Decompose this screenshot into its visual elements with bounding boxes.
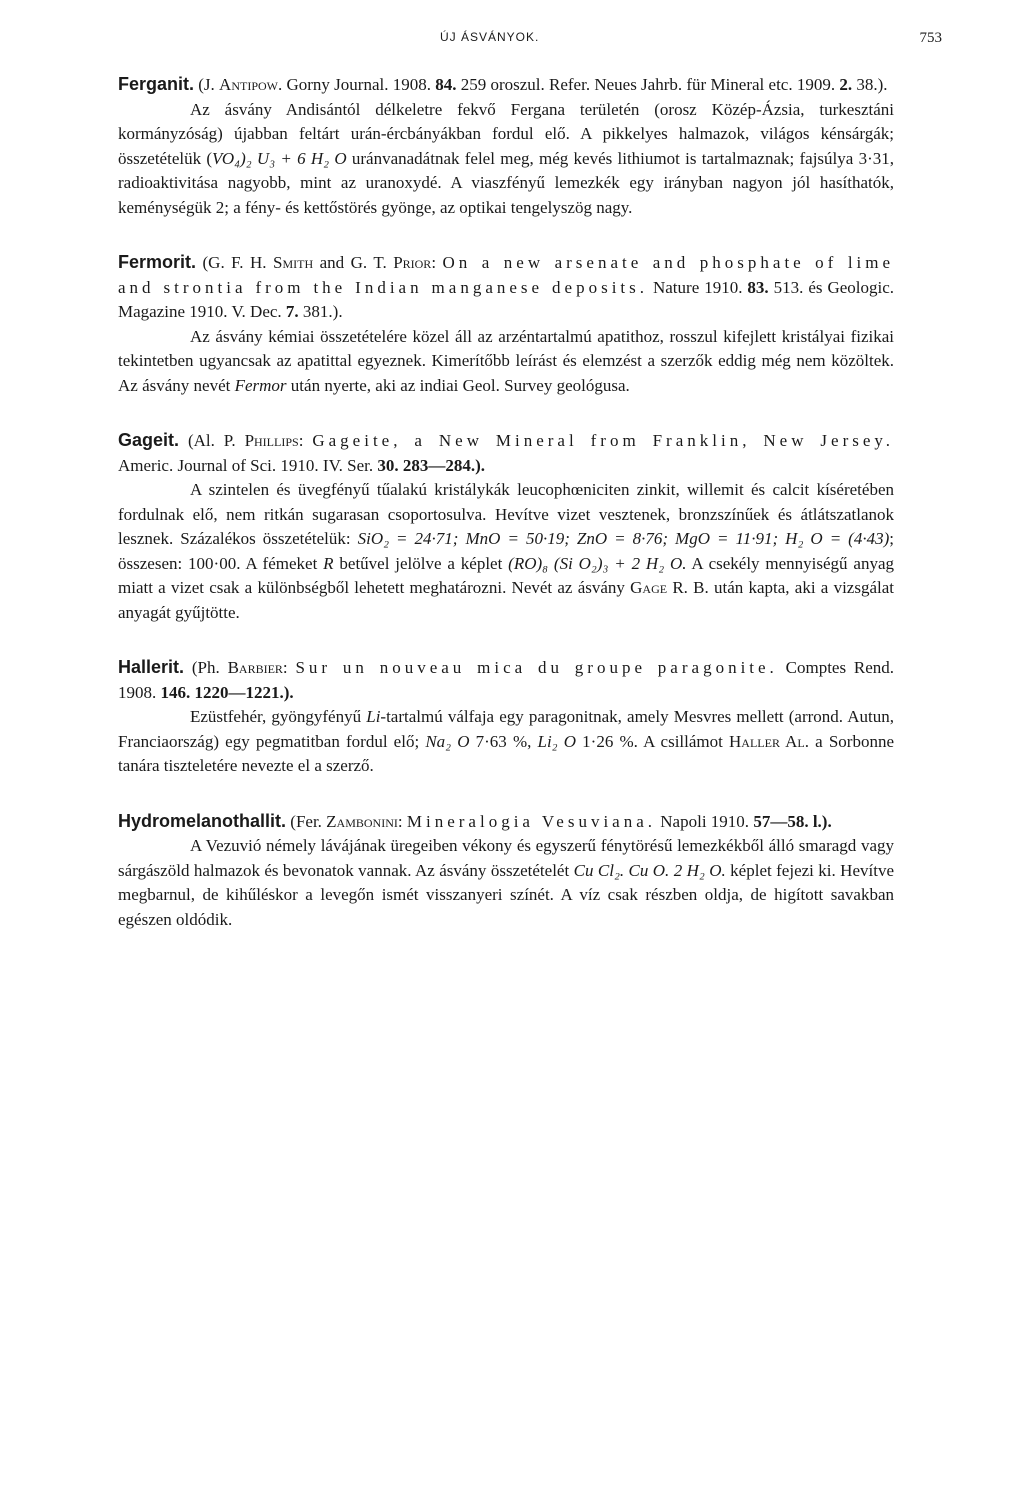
article-title: Sur un nouveau mica du groupe paragonite. xyxy=(295,658,778,677)
page-range: 1220—1221.). xyxy=(194,682,294,702)
mineral-name: Gageit. xyxy=(118,430,180,450)
ref-text: : xyxy=(431,253,437,272)
mineral-name: Hydromelanothallit. xyxy=(118,810,287,831)
entry-heading xyxy=(118,72,894,98)
ref-text: (Al. P. xyxy=(187,431,236,450)
running-title: ÚJ ÁSVÁNYOK. xyxy=(440,30,540,44)
desc-text: -tartalmú válfaja egy paragonitnak, amely Mesvres mellett (arrond. Autun, Franciaország) egy pegmatitban fordul elő; xyxy=(118,707,894,751)
ref-text: Americ. Journal of Sci. 1910. IV. Ser. xyxy=(118,455,374,475)
entry-description xyxy=(118,98,894,221)
italic-name: Fermor xyxy=(234,375,287,395)
ref-text: : xyxy=(282,658,288,677)
ref-text: Napoli 1910. xyxy=(660,811,750,831)
desc-text: Ezüstfehér, gyöngyfényű xyxy=(190,707,367,726)
entry-hallerit xyxy=(118,655,894,779)
desc-text: után nyerte, aki az indiai Geol. Survey geológusa. xyxy=(286,375,630,395)
article-title: Mineralogia Vesuviana. xyxy=(406,811,657,831)
volume-number: 84. xyxy=(435,75,457,94)
chemical-formula: SiO₂ = 24·71; MnO = 50·19; ZnO = 8·76; MgO = 11·91; H₂ O = (4·43) xyxy=(357,529,890,548)
volume-number: 83. xyxy=(747,277,769,297)
chemical-formula: Na₂ O xyxy=(425,731,470,751)
desc-text: R. B. után kapta, aki a vizsgálat anyagát gyűjtötte. xyxy=(118,578,895,622)
mineral-name: Fermorit. xyxy=(118,252,197,272)
entry-description xyxy=(118,834,894,932)
ref-text: Comptes Rend. 1908. xyxy=(118,658,895,702)
mineral-name: Ferganit. xyxy=(118,74,195,94)
ref-text: : xyxy=(298,431,304,450)
desc-text: a Sorbonne tanára tiszteletére nevezte el a szerző. xyxy=(118,731,895,775)
desc-text: A szintelen és üvegfényű tűalakú kristálykák leucophœniciten zinkit, willemit és calcit kíséretében fordulnak elő, nem ritkán sugarasan csoportosulva. Hevítve vizet vesztenek, bronzszínűek és átlátszatlanok lesznek. Százalékos összetételük: xyxy=(118,480,894,548)
author-name: Antipow. xyxy=(219,75,283,94)
entry-description xyxy=(118,478,894,625)
chemical-formula: (RO)₈ (Si O₂)₃ + 2 H₂ O. xyxy=(508,553,687,573)
volume-number: 146. xyxy=(160,682,191,702)
entry-gageit xyxy=(118,428,894,625)
desc-text: ; összesen: 100·00. A fémeket xyxy=(118,529,894,573)
ref-text: Nature 1910. xyxy=(652,277,743,297)
author-name: Barbier xyxy=(227,658,283,677)
volume-number: 2. xyxy=(839,75,853,94)
mineral-name: Hallerit. xyxy=(118,657,185,677)
desc-text: Az ásvány Andisántól délkeletre fekvő Fergana területén (orosz Közép-Ázsia, turkesztáni kormányzóság) újabban feltárt urán-ércbányákban fordul elő. A pikkelyes halmazok, világos kénsárgák; összetételük ( xyxy=(118,99,894,168)
entry-hydromelanothallit xyxy=(118,809,894,933)
ref-text: 38.). xyxy=(856,75,888,94)
ref-text: 513. és Geologic. Magazine 1910. V. Dec. xyxy=(118,277,895,321)
page-range: 283—284.). xyxy=(402,455,486,475)
chemical-symbol: R xyxy=(323,553,334,573)
ref-text: (G. F. H. xyxy=(202,253,267,272)
chemical-symbol: Li xyxy=(366,707,381,726)
entry-heading xyxy=(118,250,894,325)
desc-text: uránvanadátnak felel meg, még kevés lithiumot is tartalmaznak; fajsúlya 3·31, radioaktivitása nagyobb, mint az uranoxydé. A viaszfényű lemezkék egy irányban nagyon jól hasíthatók, keménységük 2; a fény- és kettőstörés gyönge, az optikai tengelyszög nagy. xyxy=(118,148,894,217)
article-title: Gageite, a New Mineral from Franklin, New Jersey. xyxy=(312,431,895,450)
author-name: Zambonini xyxy=(326,811,398,831)
page-range: 57—58. xyxy=(753,811,809,831)
author-name: Prior xyxy=(393,253,432,272)
article-title: On a new arsenate and phosphate of lime and strontia from the Indian manganese deposits. xyxy=(118,253,895,297)
desc-text: A csekély mennyiségű anyag miatt a vizet csak a különbségből lehetett meghatározni. Nevét az ásvány xyxy=(118,553,894,597)
desc-text: Az ásvány kémiai összetételére közel áll az arzéntartalmú apatithoz, rosszul kifejlett kristályai fizikai tekintetben ugyancsak az apatittal egyeznek. Kimerítőbb leírást és elemzést a szerzők eddig még nem közöltek. Az ásvány nevét xyxy=(118,326,894,395)
ref-text: : xyxy=(397,811,403,831)
chemical-formula: Li₂ O xyxy=(537,731,577,751)
entry-heading xyxy=(118,428,894,478)
person-name: Haller Al. xyxy=(729,731,810,751)
ref-text: (Ph. xyxy=(191,658,220,677)
entry-heading xyxy=(118,809,894,835)
ref-text: 259 oroszul. Refer. Neues Jahrb. für Mineral etc. 1909. xyxy=(460,75,836,94)
ref-text: Gorny Journal. 1908. xyxy=(286,75,431,94)
entry-heading xyxy=(118,655,894,705)
person-name: Gage xyxy=(630,578,668,597)
volume-number: 7. xyxy=(285,302,299,321)
desc-text: 1·26 %. A csillámot xyxy=(576,731,730,751)
entry-description xyxy=(118,325,894,399)
entry-ferganit xyxy=(118,72,894,220)
chemical-formula: VO₄)₂ U₃ + 6 H₂ O xyxy=(212,148,347,168)
ref-text: (Fer. xyxy=(290,811,322,831)
ref-text: (J. xyxy=(198,75,215,94)
desc-text: A Vezuvió némely lávájának üregeiben vékony és egyszerű fénytörésű lemezkékből álló smaragd vagy sárgászöld halmazok és bevonatok vannak. Az ásvány összetételét xyxy=(118,836,894,880)
entry-fermorit xyxy=(118,250,894,398)
volume-number: 30. xyxy=(377,455,399,475)
desc-text: képlet fejezi ki. Hevítve megbarnul, de kihűléskor a levegőn ismét visszanyeri színét. A víz csak részben oldja, de higított savakban egészen oldódik. xyxy=(118,860,894,929)
page-number: 753 xyxy=(919,30,942,46)
chemical-formula: Cu Cl₂. Cu O. 2 H₂ O. xyxy=(573,860,726,880)
entry-description xyxy=(118,705,894,779)
author-name: Phillips xyxy=(244,431,299,450)
body-text xyxy=(118,72,894,962)
desc-text: betűvel jelölve a képlet xyxy=(333,553,509,573)
desc-text: 7·63 %, xyxy=(469,731,538,751)
ref-text: and G. T. xyxy=(319,253,387,272)
author-name: Smith xyxy=(273,253,314,272)
ref-text: 381.). xyxy=(302,302,343,321)
ref-text: l.). xyxy=(812,811,832,831)
